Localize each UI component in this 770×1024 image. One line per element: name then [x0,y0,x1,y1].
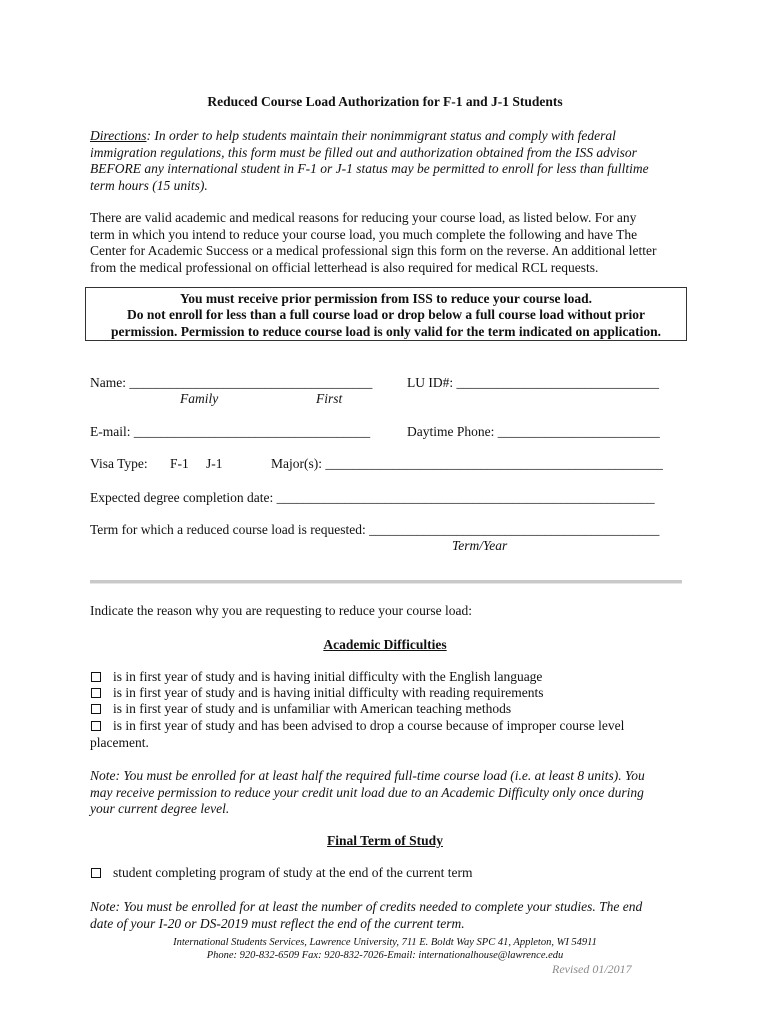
visa-type-label: Visa Type: [90,456,148,471]
form-title: Reduced Course Load Authorization for F-1 and J-1 Students [207,94,563,109]
directions-line: immigration regulations, this form must be filled out and authorization obtained from the ISS advisor [90,144,637,160]
academic-option-teaching[interactable] [91,701,511,717]
final-term-option[interactable] [91,865,473,881]
intro-line: Center for Academic Success or a medical professional sign this form on the reverse. An additional letter [90,243,657,258]
academic-option-english[interactable] [91,669,542,685]
intro-paragraph [90,210,656,276]
name-first-label: First [316,391,343,406]
notice-box [85,287,687,341]
directions-line: term hours (15 units). [90,177,208,193]
directions-line: : In order to help students maintain their nonimmigrant status and comply with federal [146,128,616,143]
option-label: is in first year of study and is unfamiliar with American teaching methods [113,701,512,716]
note-line: Note: You must be enrolled for at least the number of credits needed to complete your studies. The end [90,899,643,914]
revised-date: Revised 01/2017 [552,962,632,976]
option-label: is in first year of study and is having initial difficulty with the English language [113,669,543,684]
checkbox-icon[interactable] [91,672,101,682]
option-label-continued: placement. [90,735,149,750]
academic-heading: Academic Difficulties [323,637,447,652]
intro-line: term in which you intend to reduce your course load, you much complete the following and have The [90,226,638,242]
note-line: date of your I-20 or DS-2019 must reflect the end of the current term. [90,915,465,931]
intro-line: There are valid academic and medical reasons for reducing your course load, as listed below. For any [90,210,637,225]
checkbox-icon[interactable] [91,704,101,714]
option-label: student completing program of study at the end of the current term [113,865,473,880]
directions-line: BEFORE any international student in F-1 or J-1 status may be permitted to enroll for less than fulltime [90,161,649,176]
academic-note [90,768,645,818]
intro-line: from the medical professional on official letterhead is also required for medical RCL requests. [90,259,599,275]
final-term-note [90,899,642,932]
lu-id-field[interactable]: LU ID#: ______________________________ [407,375,659,390]
note-line: may receive permission to reduce your credit unit load due to an Academic Difficulty only once during [90,784,644,800]
directions-label: Directions [90,128,147,143]
notice-line: Do not enroll for less than a full course load or drop below a full course load without prior [126,307,646,323]
footer-contact: Phone: 920-832-6509 Fax: 920-832-7026-Email: internationalhouse@lawrence.edu [206,950,564,961]
footer-address: International Students Services, Lawrence University, 711 E. Boldt Way SPC 41, Appleton, WI 54911 [173,937,597,948]
email-field[interactable]: E-mail: ___________________________________ [90,424,371,439]
note-line: Note: You must be enrolled for at least half the required full-time course load (i.e. at least 8 units). You [90,768,645,783]
directions-block [90,128,649,194]
notice-line: permission. Permission to reduce course load is only valid for the term indicated on application. [111,323,661,339]
majors-field[interactable]: Major(s): __________________________________________________ [271,456,663,471]
academic-option-placement[interactable] [91,718,624,734]
name-family-label: Family [180,391,219,406]
checkbox-icon[interactable] [91,721,101,731]
checkbox-icon[interactable] [91,688,101,698]
visa-j1-option[interactable]: J-1 [206,456,223,471]
notice-line: You must receive prior permission from ISS to reduce your course load. [180,291,592,306]
note-line: your current degree level. [90,801,230,816]
reason-prompt: Indicate the reason why you are requesting to reduce your course load: [90,603,472,618]
option-label: is in first year of study and has been advised to drop a course because of improper course level [113,718,625,733]
academic-option-reading[interactable] [91,685,544,701]
final-term-heading: Final Term of Study [327,833,443,848]
daytime-phone-field[interactable]: Daytime Phone: ________________________ [407,424,660,439]
checkbox-icon[interactable] [91,868,101,878]
option-label: is in first year of study and is having initial difficulty with reading requirements [113,685,544,700]
completion-date-field[interactable]: Expected degree completion date: ________________________________________________________ [90,490,655,505]
term-field[interactable]: Term for which a reduced course load is requested: ___________________________________________ [90,522,660,537]
visa-f1-option[interactable]: F-1 [170,456,189,471]
name-field[interactable]: Name: ____________________________________ [90,375,373,390]
section-divider [90,580,682,584]
term-year-label: Term/Year [452,538,508,553]
